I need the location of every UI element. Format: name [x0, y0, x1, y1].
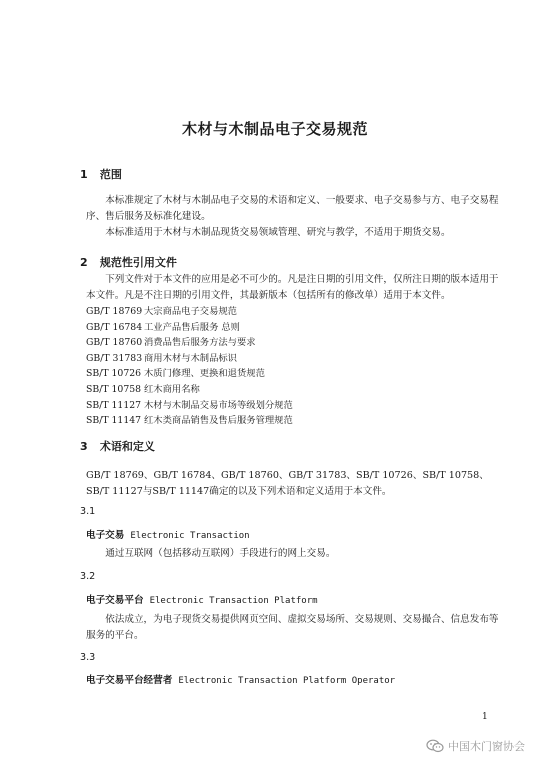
watermark [426, 738, 525, 754]
term-entry [86, 672, 395, 686]
section-heading-1 [80, 166, 122, 182]
term-entry [86, 527, 250, 541]
term-chinese: 电子交易平台经营者 [86, 675, 173, 686]
page-number: 1 [482, 712, 488, 722]
reference-item [86, 382, 293, 398]
term-english: Electronic Transaction [130, 531, 250, 541]
document-title: 木材与木制品电子交易规范 [181, 120, 368, 138]
section-title: 范围 [99, 168, 122, 181]
reference-item [86, 366, 293, 382]
reference-list [86, 304, 293, 429]
term-entry [86, 592, 318, 606]
term-chinese: 电子交易 [86, 530, 125, 541]
reference-code: GB/T 18760 [86, 337, 143, 349]
term-definition: 依法成立，为电子现货交易提供网页空间、虚拟交易场所、交易规则、交易撮合、信息发布等服务的平台。 [86, 614, 499, 641]
section-number: 3 [80, 440, 88, 453]
reference-title: 消费品售后服务方法与要求 [144, 337, 256, 349]
reference-item [86, 320, 293, 336]
clause-number: 3.2 [80, 571, 96, 582]
reference-title: 大宗商品电子交易规范 [144, 306, 237, 317]
reference-title: 工业产品售后服务 总则 [144, 321, 240, 333]
reference-item [86, 413, 293, 429]
section-title: 术语和定义 [99, 440, 155, 453]
clause-number: 3.1 [80, 506, 96, 517]
term-definition: 通过互联网（包括移动互联网）手段进行的网上交易。 [105, 548, 336, 559]
reference-code: GB/T 16784 [86, 321, 143, 333]
paragraph: 本标准适用于木材与木制品现货交易领域管理、研究与教学，不适用于期货交易。 [105, 227, 451, 238]
term-english: Electronic Transaction Platform Operator [178, 676, 396, 686]
reference-code: GB/T 31783 [86, 352, 143, 364]
section-heading-3 [80, 438, 155, 454]
reference-code: SB/T 10726 [86, 368, 142, 380]
reference-item [86, 304, 293, 320]
reference-title: 商用木材与木制品标识 [144, 352, 237, 364]
section-title: 规范性引用文件 [99, 256, 177, 269]
reference-code: GB/T 18769 [86, 306, 143, 317]
reference-code: SB/T 10758 [86, 383, 142, 395]
reference-title: 红木类商品销售及售后服务管理规范 [144, 415, 293, 427]
section-number: 1 [80, 168, 88, 181]
term-chinese: 电子交易平台 [86, 595, 144, 606]
reference-item [86, 335, 293, 351]
wechat-icon [426, 739, 444, 753]
section-number: 2 [80, 256, 88, 269]
paragraph: 下列文件对于本文件的应用是必不可少的。凡是注日期的引用文件，仅所注日期的版本适用于本文件。凡是不注日期的引用文件，其最新版本（包括所有的修改单）适用于本文件。 [86, 274, 499, 301]
clause-number: 3.3 [80, 652, 96, 663]
section-heading-2 [80, 254, 177, 270]
term-english: Electronic Transaction Platform [149, 596, 318, 606]
reference-title: 木材与木制品交易市场等级划分规范 [144, 399, 293, 411]
paragraph: 本标准规定了木材与木制品电子交易的术语和定义、一般要求、电子交易参与方、电子交易程序、售后服务及标准化建设。 [86, 195, 499, 222]
reference-code: SB/T 11127 [86, 399, 142, 411]
watermark-text: 中国木门窗协会 [448, 740, 525, 753]
reference-title: 木质门修理、更换和退货规范 [144, 368, 265, 380]
reference-title: 红木商用名称 [144, 383, 200, 395]
reference-item [86, 351, 293, 367]
reference-code: SB/T 11147 [86, 415, 142, 427]
reference-item [86, 398, 293, 414]
paragraph: GB/T 18769、GB/T 16784、GB/T 18760、GB/T 31783、SB/T 10726、SB/T 10758、SB/T 11127与SB/T 11147确定的以及下列术语和定义适用于本文件。 [86, 470, 489, 497]
